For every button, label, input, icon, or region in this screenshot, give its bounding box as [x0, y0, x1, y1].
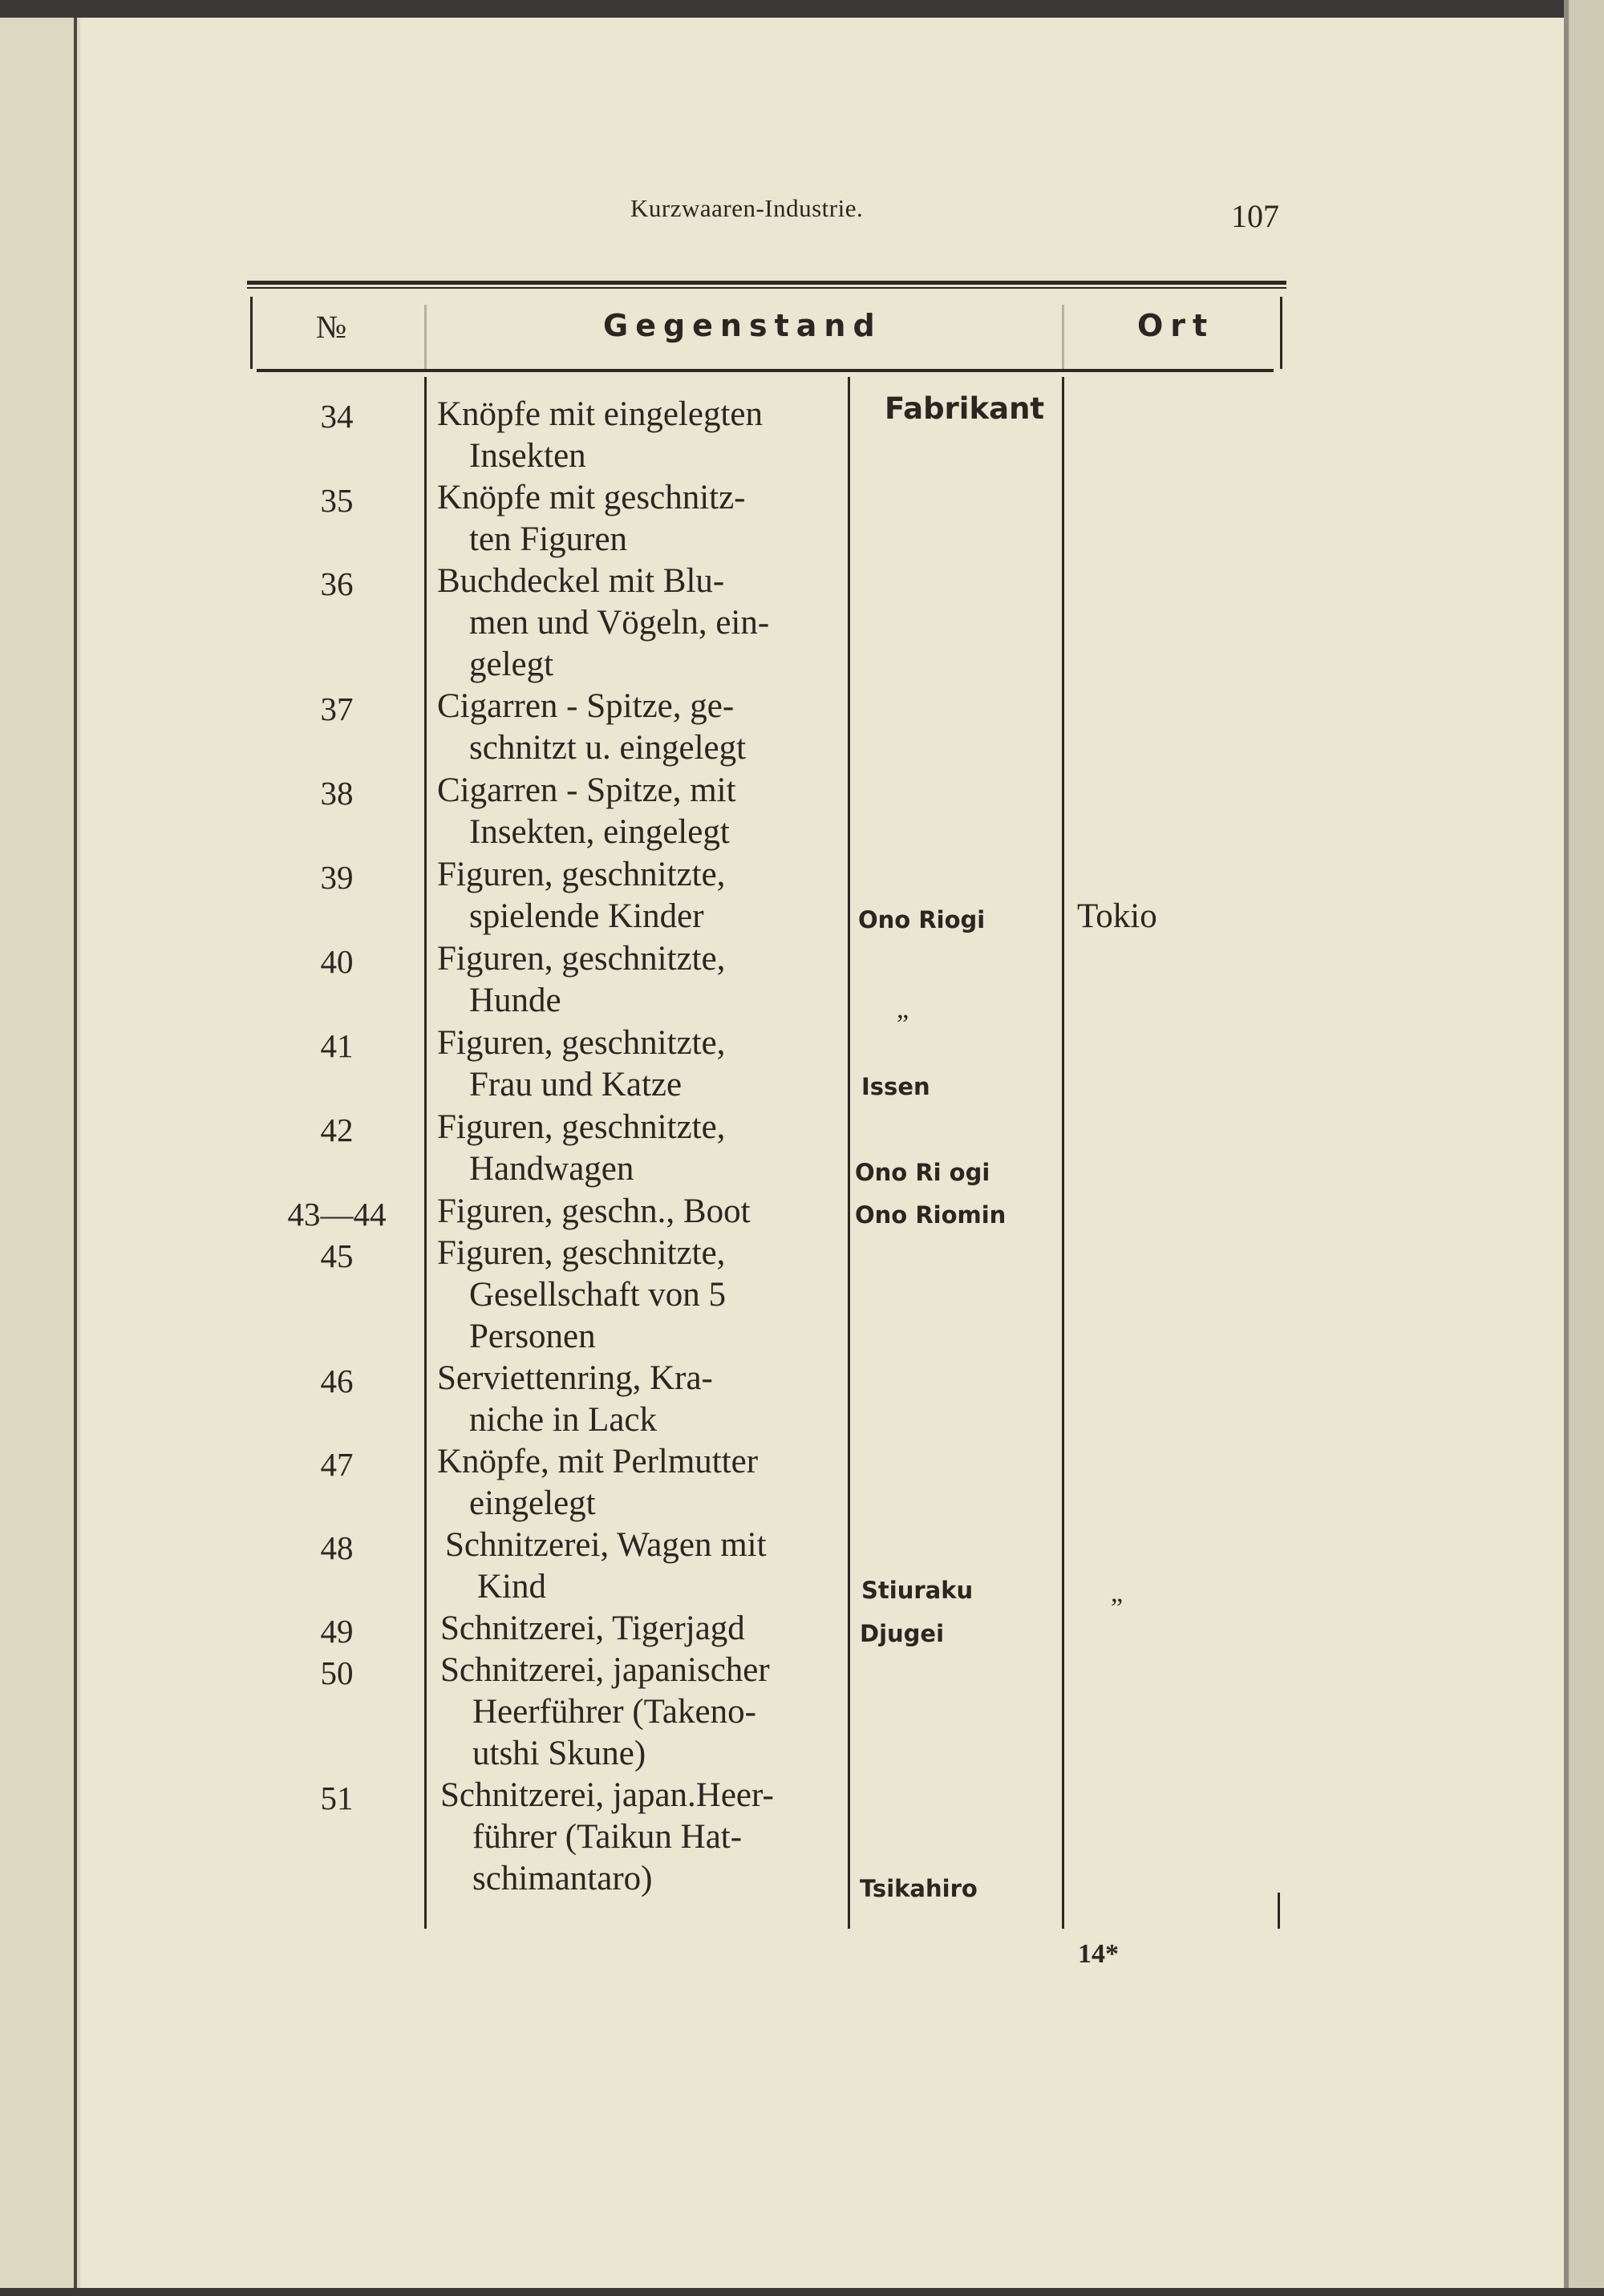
row-item-line: Schnitzerei, japan.Heer- — [440, 1776, 774, 1814]
row-item-line: eingelegt — [469, 1484, 596, 1522]
row-item-line: schimantaro) — [472, 1860, 653, 1897]
row-fabrikant: Tsikahiro — [860, 1875, 978, 1902]
row-fabrikant: Stiuraku — [861, 1577, 974, 1604]
row-ort: Tokio — [1077, 897, 1157, 935]
row-number: 40 — [320, 943, 354, 980]
row-item-line: Buchdeckel mit Blu- — [437, 562, 725, 600]
table-right-border — [1280, 297, 1282, 369]
row-item-line: niche in Lack — [469, 1401, 658, 1439]
row-item-line: Hunde — [469, 982, 561, 1019]
table-left-border — [250, 297, 253, 369]
row-fabrikant-ditto: „ — [897, 994, 909, 1024]
row-item-line: Schnitzerei, Tigerjagd — [440, 1610, 745, 1647]
page-number: 107 — [1231, 198, 1279, 234]
header-separator-rule — [257, 369, 1274, 372]
row-number: 35 — [320, 482, 354, 519]
top-edge — [0, 0, 1604, 18]
running-head: Kurzwaaren-Industrie. — [630, 194, 864, 222]
column-rule-ort-stub — [1278, 1893, 1280, 1929]
row-number: 43—44 — [287, 1196, 387, 1233]
page-stack-edge — [1569, 0, 1604, 2296]
signature-mark: 14* — [1078, 1939, 1119, 1969]
row-number: 41 — [320, 1027, 354, 1064]
row-item-line: Figuren, geschnitzte, — [437, 1108, 726, 1146]
row-fabrikant: Issen — [861, 1073, 930, 1100]
header-divider-ort — [1062, 305, 1064, 369]
col-header-gegenstand: Gegenstand — [603, 308, 882, 343]
row-item-line: Cigarren - Spitze, ge- — [437, 687, 735, 725]
row-fabrikant: Ono Riomin — [855, 1201, 1007, 1229]
row-number: 50 — [320, 1654, 354, 1691]
row-number: 46 — [320, 1363, 354, 1399]
row-number: 39 — [320, 859, 354, 896]
binding-edge — [74, 0, 77, 2296]
row-item-line: men und Vögeln, ein- — [469, 604, 770, 642]
col-header-nr: № — [316, 309, 347, 345]
row-number: 45 — [320, 1237, 354, 1274]
row-number: 49 — [320, 1613, 354, 1650]
row-item-line: führer (Taikun Hat- — [472, 1818, 743, 1856]
row-item-line: Figuren, geschnitzte, — [437, 1024, 726, 1062]
row-number: 34 — [320, 398, 354, 435]
row-item-line: Figuren, geschn., Boot — [437, 1193, 751, 1230]
row-item-line: Heerführer (Takeno- — [472, 1693, 756, 1731]
row-item-line: Schnitzerei, japanischer — [440, 1651, 770, 1689]
row-fabrikant: Djugei — [860, 1620, 945, 1647]
column-rule-gegenstand — [848, 377, 850, 1929]
row-item-line: Knöpfe, mit Perlmutter — [437, 1443, 759, 1480]
col-header-fabrikant: Fabrikant — [885, 391, 1045, 426]
row-fabrikant: Ono Riogi — [858, 906, 986, 933]
bottom-edge — [0, 2288, 1604, 2296]
row-item-line: Figuren, geschnitzte, — [437, 1234, 726, 1272]
row-item-line: Serviettenring, Kra- — [437, 1359, 713, 1397]
row-item-line: Kind — [477, 1568, 546, 1606]
row-number: 47 — [320, 1446, 354, 1483]
row-item-line: Insekten — [469, 437, 586, 475]
row-item-line: Personen — [469, 1318, 596, 1355]
row-number: 51 — [320, 1780, 354, 1816]
book-gutter — [0, 0, 80, 2296]
row-item-line: Gesellschaft von 5 — [469, 1276, 727, 1314]
row-number: 37 — [320, 690, 354, 727]
row-item-line: Schnitzerei, Wagen mit — [445, 1526, 767, 1564]
row-item-line: Knöpfe mit eingelegten — [437, 395, 763, 433]
column-rule-fabrikant — [1062, 377, 1064, 1929]
row-item-line: spielende Kinder — [469, 897, 704, 935]
table-top-rule — [247, 281, 1286, 285]
row-item-line: Figuren, geschnitzte, — [437, 856, 726, 893]
row-item-line: utshi Skune) — [472, 1735, 646, 1772]
row-item-line: gelegt — [469, 646, 554, 683]
col-header-ort: Ort — [1137, 308, 1215, 343]
row-number: 38 — [320, 775, 354, 812]
row-item-line: Knöpfe mit geschnitz- — [437, 479, 746, 516]
row-item-line: schnitzt u. eingelegt — [469, 729, 747, 767]
column-rule-nr — [424, 377, 427, 1929]
row-item-line: Figuren, geschnitzte, — [437, 940, 726, 978]
row-item-line: Insekten, eingelegt — [469, 813, 730, 851]
table-top-rule-thin — [247, 287, 1286, 289]
row-ort-ditto: „ — [1111, 1578, 1124, 1608]
row-item-line: Cigarren - Spitze, mit — [437, 771, 736, 809]
row-item-line: Handwagen — [469, 1150, 634, 1188]
header-divider-nr — [424, 305, 427, 369]
row-number: 36 — [320, 565, 354, 602]
row-fabrikant: Ono Ri ogi — [855, 1159, 990, 1186]
row-number: 42 — [320, 1112, 354, 1148]
row-item-line: ten Figuren — [469, 520, 628, 558]
row-item-line: Frau und Katze — [469, 1066, 683, 1103]
row-number: 48 — [320, 1529, 354, 1566]
